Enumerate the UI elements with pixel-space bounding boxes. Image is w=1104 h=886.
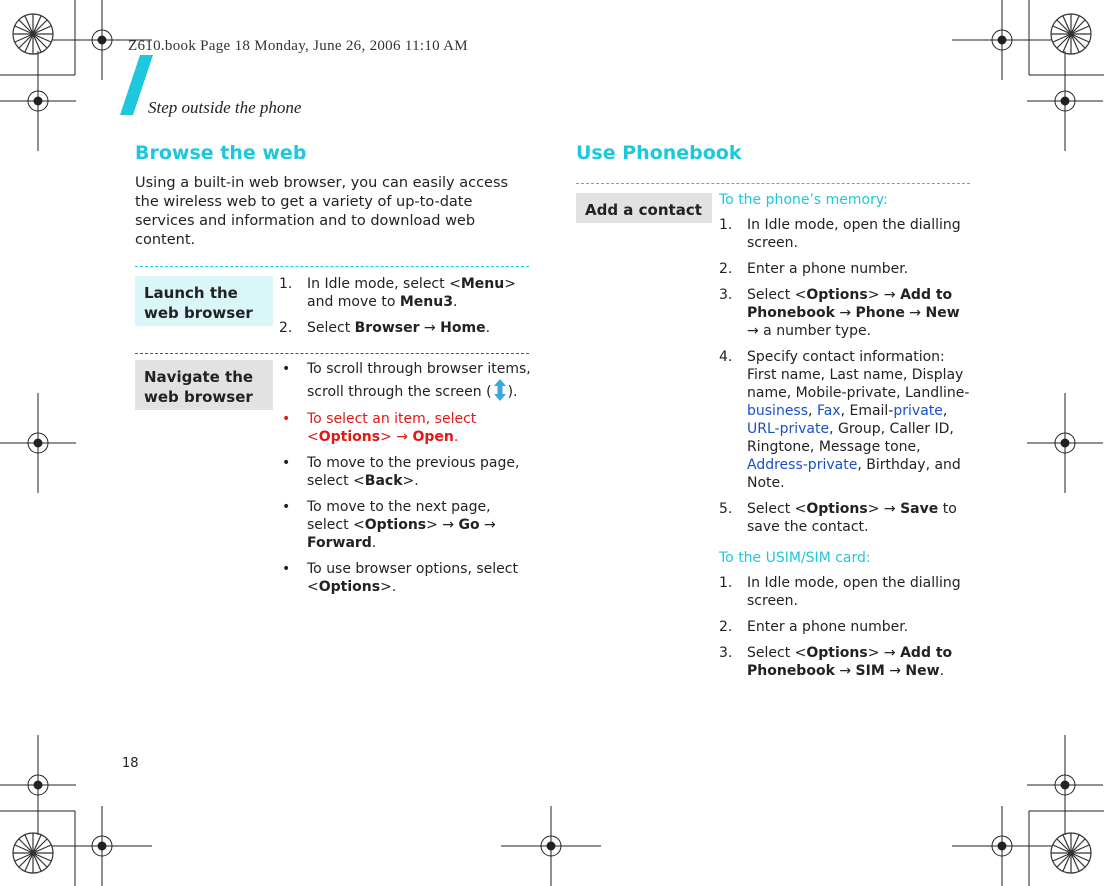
list-item: 1. In Idle mode, open the dialling screen. (719, 217, 961, 251)
list-item: 3. Select <Options> → Add to Phonebook → SIM → New. (719, 645, 953, 679)
list-item: 5. Select <Options> → Save to save the contact. (719, 501, 957, 535)
divider (135, 266, 529, 267)
scroll-key-icon (493, 378, 507, 402)
list-item: 1. In Idle mode, open the dialling screen. (719, 575, 961, 609)
list-item: • To use browser options, select <Options>. (282, 561, 518, 595)
browse-web-heading: Browse the web (135, 142, 307, 164)
memory-steps (719, 216, 971, 544)
navigate-items (279, 360, 531, 604)
list-item: 1. In Idle mode, select <Menu> and move to Menu3. (279, 276, 516, 310)
sim-subtitle: To the USIM/SIM card: (719, 550, 871, 566)
divider (576, 183, 970, 184)
list-item: 3. Select <Options> → Add to Phonebook → Phone → New → a number type. (719, 287, 960, 339)
book-stamp: Z610.book Page 18 Monday, June 26, 2006 11:10 AM (128, 38, 468, 54)
memory-subtitle: To the phone’s memory: (719, 192, 888, 208)
list-item: 2. Enter a phone number. (719, 619, 909, 635)
launch-label: Launch the web browser (135, 276, 273, 326)
list-item: • To move to the next page, select <Options> → Go → Forward. (282, 499, 496, 551)
add-contact-label: Add a contact (576, 193, 712, 223)
navigate-label: Navigate the web browser (135, 360, 273, 410)
page-number: 18 (122, 756, 139, 771)
list-item: • To move to the previous page, select <Back>. (282, 455, 520, 489)
list-item: • To select an item, select <Options> → Open. (282, 411, 477, 445)
launch-steps (279, 275, 531, 345)
list-item: 2. Select Browser → Home. (279, 320, 491, 336)
list-item: • To scroll through browser items, scroll through the screen ( ). (282, 361, 531, 400)
phonebook-heading: Use Phonebook (576, 142, 742, 164)
list-item: 2. Enter a phone number. (719, 261, 909, 277)
divider (135, 353, 529, 354)
list-item: 4. Specify contact information: First name, Last name, Display name, Mobile-private, Landline-business, Fax, Email-private, URL-private, Group, Caller ID, Ringtone, Message tone, Address-private, Birthday, and Note. (719, 349, 970, 491)
browse-web-intro: Using a built-in web browser, you can easily access the wireless web to get a variety of up-to-date services and information and to download web content. (135, 175, 509, 248)
sim-steps (719, 574, 971, 688)
section-title: Step outside the phone (148, 98, 302, 117)
